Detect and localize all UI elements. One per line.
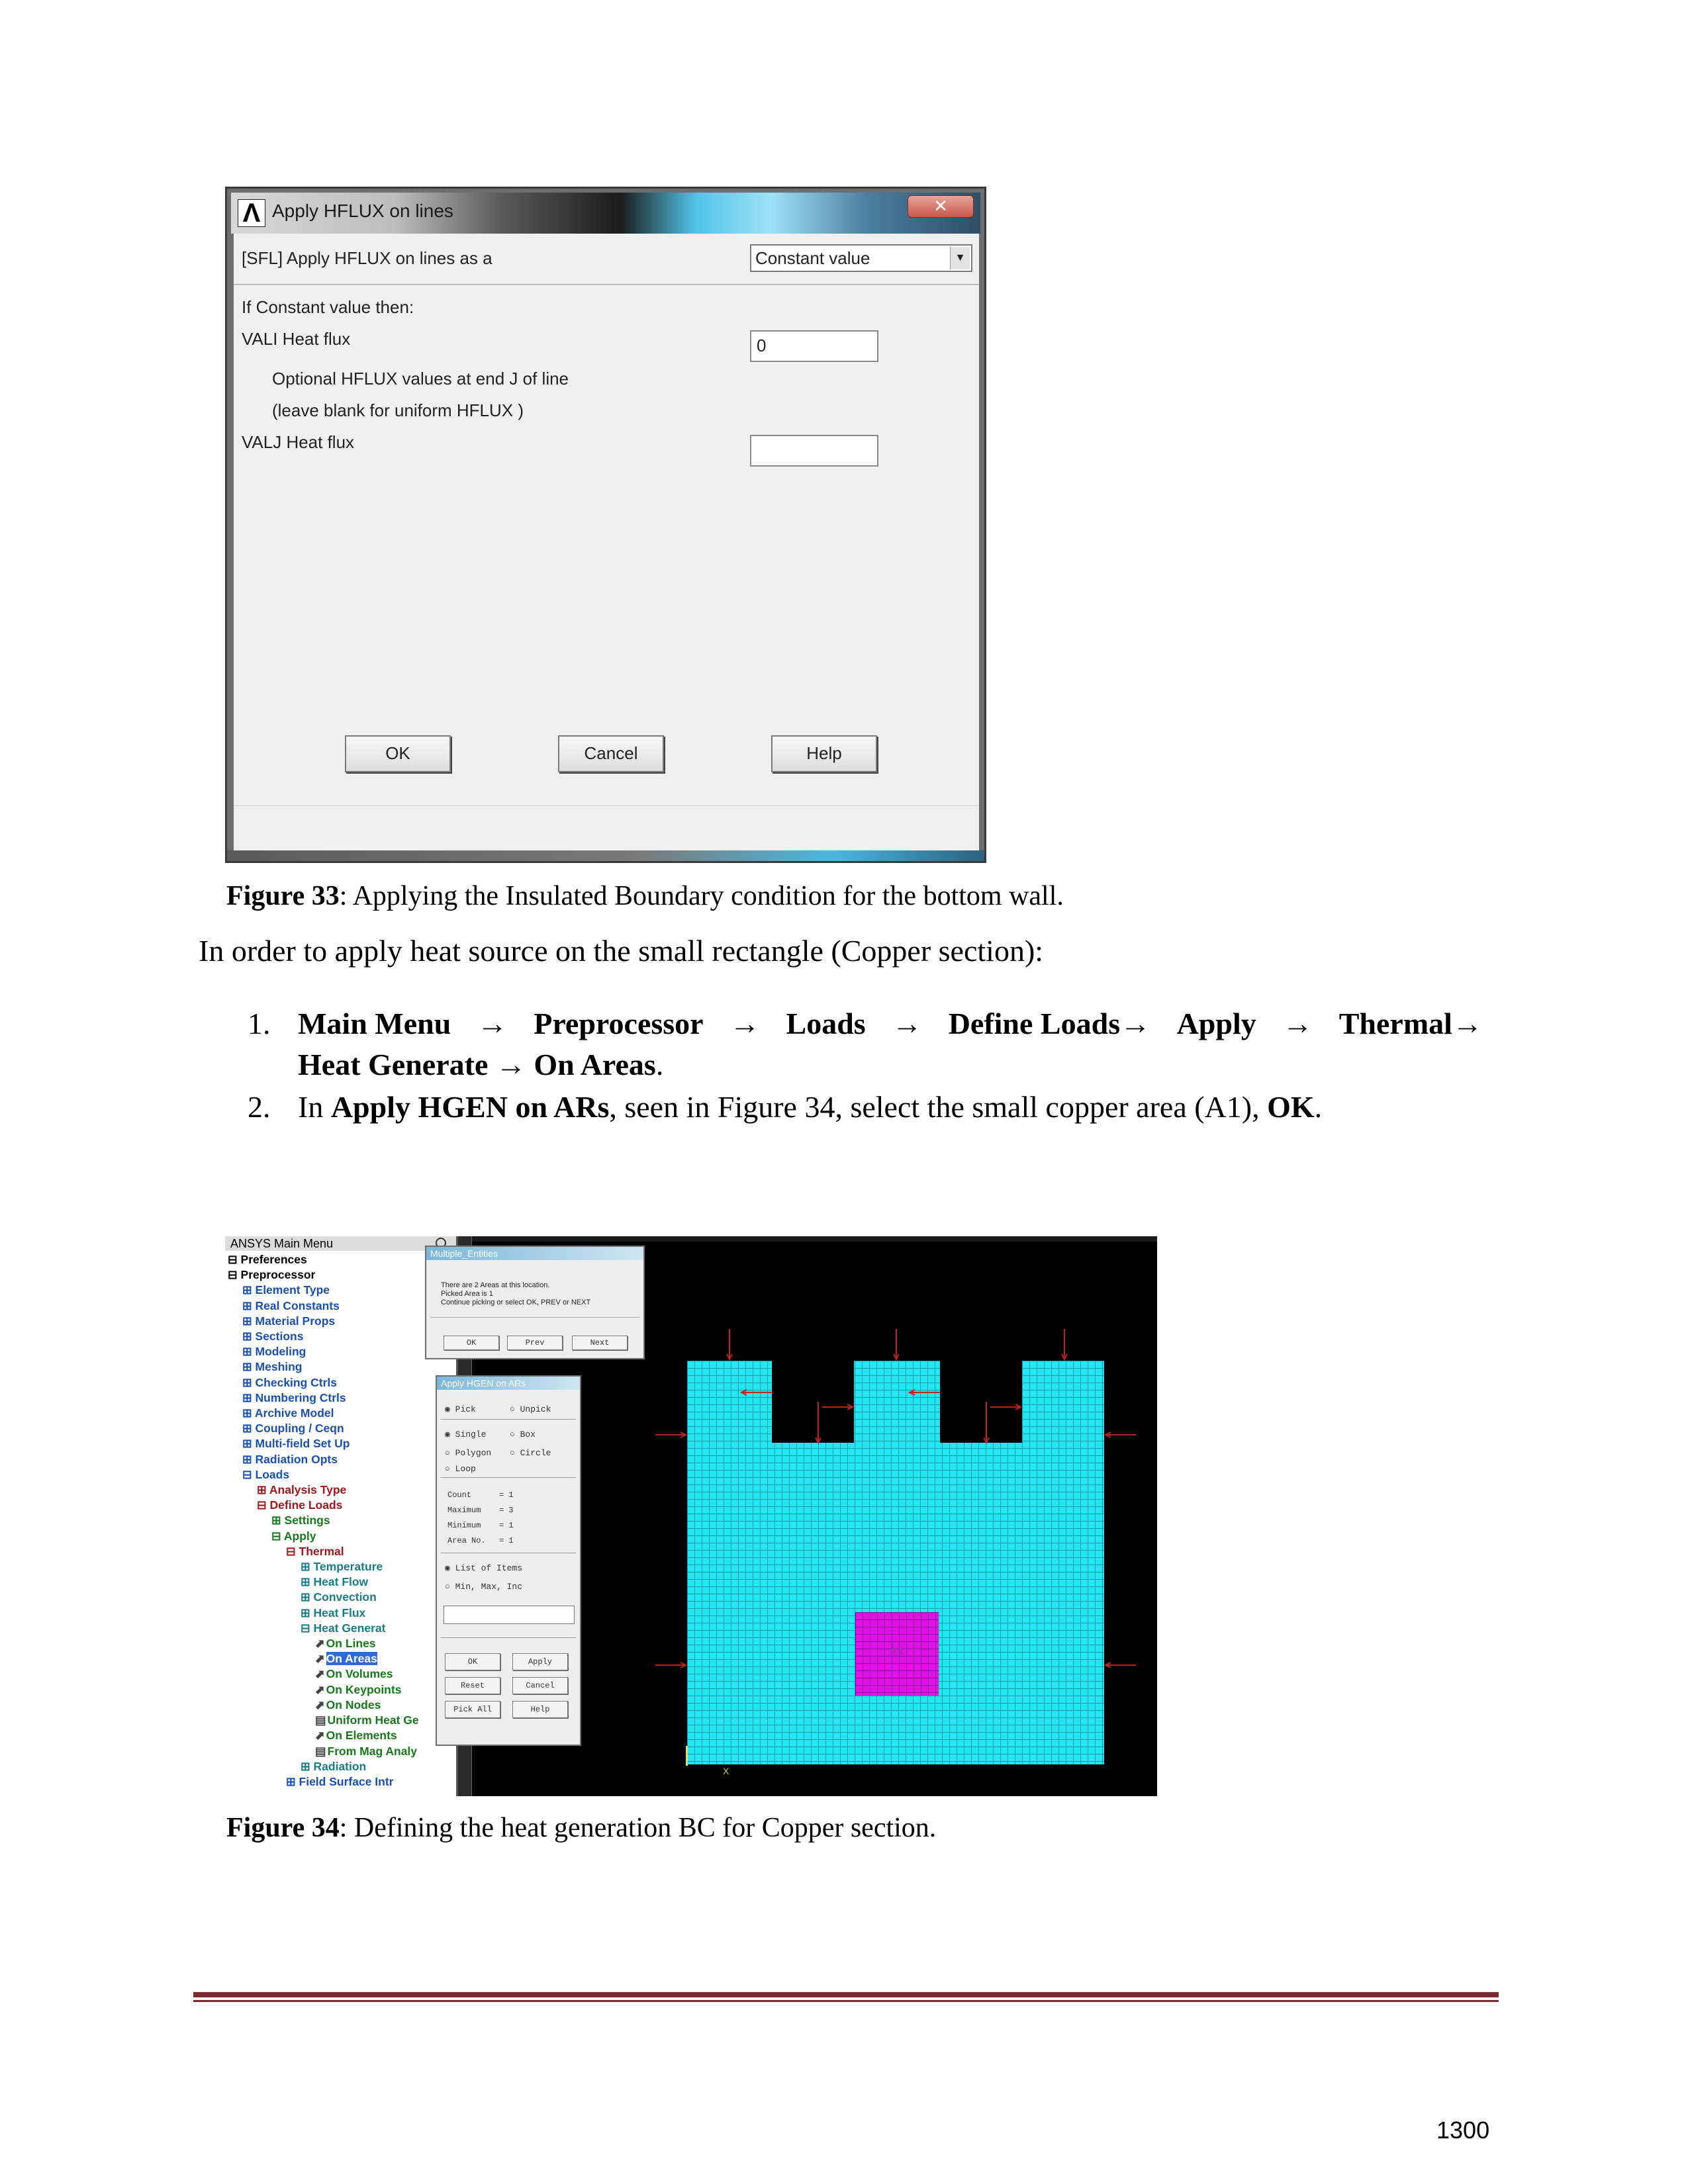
menu-item-label: ⊞ Meshing — [242, 1360, 303, 1374]
menu-item-label: ⊞ Sections — [242, 1330, 304, 1343]
divider — [234, 805, 979, 807]
dialog-body — [234, 234, 979, 856]
menu-item-label: On Nodes — [326, 1698, 381, 1711]
divider — [430, 1317, 639, 1318]
menu-tree-item[interactable] — [228, 1452, 419, 1467]
menu-item-label: ⊟ Define Loads — [257, 1498, 343, 1512]
menu-tree-item[interactable] — [228, 1559, 419, 1574]
menu-tree-item[interactable] — [228, 1728, 419, 1743]
menu-tree-item[interactable] — [228, 1590, 419, 1605]
step-2-dialog-name: Apply HGEN on ARs — [330, 1090, 610, 1124]
unpick-label: Unpick — [520, 1404, 551, 1414]
ok-button[interactable]: OK — [444, 1336, 499, 1350]
arrow-icon: → — [729, 1007, 761, 1040]
apply-button[interactable]: Apply — [512, 1653, 568, 1670]
menu-item-label: ⊞ Radiation — [301, 1759, 367, 1773]
ok-button[interactable]: OK — [345, 735, 451, 772]
step-1-line-2 — [298, 1047, 663, 1082]
figure-33-caption — [226, 880, 1064, 912]
menu-path-item: Thermal→ — [1338, 1007, 1483, 1040]
menu-tree-item[interactable] — [228, 1621, 419, 1636]
hflux-type-select[interactable] — [750, 244, 972, 272]
maximum-label: Maximum — [447, 1506, 481, 1515]
menu-item-label: ⊞ Checking Ctrls — [242, 1375, 338, 1389]
menu-tree-item[interactable] — [228, 1267, 419, 1283]
arrow-icon: → — [1282, 1007, 1313, 1040]
menu-tree-item[interactable] — [228, 1359, 419, 1375]
multiple-entities-dialog — [425, 1246, 645, 1359]
menu-tree-item[interactable] — [228, 1390, 419, 1406]
step-number: 2. — [248, 1090, 271, 1124]
menu-tree-item[interactable] — [228, 1314, 419, 1329]
menu-path-item: Loads — [786, 1007, 866, 1040]
menu-item-label: ⊟ Thermal — [286, 1544, 344, 1558]
menu-tree-item[interactable] — [228, 1436, 419, 1451]
axis-label-x: X — [723, 1766, 729, 1776]
menu-tree-item[interactable] — [228, 1682, 419, 1698]
caption-label: Figure 33 — [226, 881, 340, 911]
single-radio[interactable]: ◉ Single — [445, 1430, 487, 1439]
menu-tree-item[interactable] — [228, 1252, 419, 1267]
menu-item-label: On Areas — [326, 1652, 377, 1666]
help-button[interactable]: Help — [512, 1701, 568, 1718]
valj-heat-flux-input[interactable] — [750, 435, 878, 467]
menu-item-label: On Elements — [326, 1729, 397, 1743]
menu-tree-item[interactable] — [228, 1467, 419, 1482]
cancel-button[interactable]: Cancel — [512, 1677, 568, 1694]
message-line: There are 2 Areas at this location. — [441, 1281, 550, 1289]
step-2-mid: , seen in Figure 34, select the small copper area (A1), — [609, 1090, 1268, 1124]
menu-tree-item[interactable] — [228, 1774, 419, 1790]
loop-radio[interactable]: ○ Loop — [445, 1464, 476, 1474]
menu-item-label: ⊞ Heat Flux — [301, 1606, 366, 1619]
minimum-value: 1 — [508, 1521, 514, 1530]
menu-tree-item[interactable] — [228, 1513, 419, 1528]
next-button[interactable]: Next — [572, 1336, 628, 1350]
menu-tree-item[interactable] — [228, 1744, 419, 1759]
prev-button[interactable]: Prev — [507, 1336, 563, 1350]
ansys-main-menu — [225, 1236, 458, 1796]
ansys-screenshot — [225, 1236, 1157, 1796]
divider — [441, 1477, 576, 1478]
single-label: Single — [455, 1430, 487, 1439]
list-of-items-radio[interactable]: ◉ List of Items — [445, 1563, 523, 1573]
menu-tree-item[interactable] — [228, 1529, 419, 1544]
menu-tree-item[interactable] — [228, 1329, 419, 1344]
multiple-entities-message — [441, 1281, 590, 1307]
menu-item-label: ⊞ Modeling — [242, 1345, 306, 1359]
step-2-text — [298, 1089, 1322, 1124]
ok-button[interactable]: OK — [445, 1653, 500, 1670]
step-number: 1. — [248, 1007, 271, 1040]
minimum-label: Minimum — [447, 1521, 481, 1530]
area-label-a1: A1 — [890, 1644, 905, 1657]
menu-tree-item[interactable] — [228, 1651, 419, 1666]
leave-blank-note: (leave blank for uniform HFLUX ) — [272, 400, 524, 420]
box-label: Box — [520, 1430, 536, 1439]
if-constant-label: If Constant value then: — [242, 297, 414, 317]
menu-item-label: ⊟ Heat Generat — [301, 1621, 386, 1635]
reset-button[interactable]: Reset — [445, 1677, 500, 1694]
menu-item-label: On Keypoints — [326, 1682, 402, 1696]
menu-item-label: ⊞ Field Surface Intr — [286, 1774, 394, 1788]
menu-item-label: ⊟ Preferences — [228, 1253, 307, 1266]
count-label: Count — [447, 1490, 472, 1500]
menu-item-icon: ⬈ — [315, 1729, 325, 1743]
menu-tree-item[interactable] — [228, 1606, 419, 1621]
pick-label: Pick — [455, 1404, 476, 1414]
pick-radio[interactable]: ◉ Pick — [445, 1404, 476, 1414]
menu-item-icon: ⬈ — [315, 1682, 325, 1696]
vali-label: VALI Heat flux — [242, 329, 351, 349]
box-radio[interactable]: ○ Box — [510, 1430, 536, 1439]
pick-all-button[interactable]: Pick All — [445, 1701, 500, 1718]
caption-text: : Defining the heat generation BC for Copper section. — [339, 1813, 937, 1843]
arrow-icon: → — [477, 1007, 508, 1040]
heat-flux-arrows-icon — [655, 1329, 1136, 1668]
menu-item-icon: ⬈ — [315, 1637, 325, 1651]
min-max-inc-label: Min, Max, Inc — [455, 1582, 523, 1592]
menu-item-icon: ▤ — [315, 1744, 326, 1758]
arrow-icon: → — [892, 1007, 923, 1040]
menu-item-label: ⊞ Material Props — [242, 1314, 336, 1328]
dialog-title: Apply HFLUX on lines — [272, 201, 453, 221]
menu-item-icon: ⬈ — [315, 1667, 325, 1681]
menu-item-label: On Lines — [326, 1637, 376, 1651]
menu-item-label: ⊞ Archive Model — [242, 1406, 334, 1420]
hflux-dialog — [225, 187, 986, 863]
area-no-value: 1 — [508, 1536, 514, 1545]
menu-tree-item[interactable] — [228, 1344, 419, 1359]
picker-title: Apply HGEN on ARs — [437, 1377, 580, 1390]
menu-item-label: ⊞ Numbering Ctrls — [242, 1390, 346, 1404]
page-number: 1300 — [1436, 2116, 1490, 2144]
circle-radio[interactable]: ○ Circle — [510, 1448, 551, 1458]
step-1-line-1 — [298, 1006, 1483, 1041]
menu-tree-item[interactable] — [228, 1421, 419, 1436]
menu-item-label: ⊞ Radiation Opts — [242, 1452, 338, 1466]
divider — [441, 1637, 576, 1638]
menu-item-label: ⊞ Convection — [301, 1590, 377, 1604]
multiple-entities-title: Multiple_Entities — [426, 1247, 643, 1260]
main-menu-tree — [228, 1252, 419, 1790]
menu-path-item: Apply — [1176, 1007, 1256, 1040]
menu-item-icon: ⬈ — [315, 1698, 325, 1711]
menu-path-item: Define Loads→ — [948, 1007, 1151, 1040]
pick-input-field[interactable] — [444, 1606, 575, 1624]
figure-34-caption — [226, 1812, 936, 1844]
menu-item-label: On Volumes — [326, 1667, 393, 1681]
menu-item-label: ⊞ Heat Flow — [301, 1575, 369, 1589]
menu-tree-item[interactable] — [228, 1283, 419, 1298]
menu-item-label: ⊞ Real Constants — [242, 1298, 340, 1312]
pick-stats: Count = 1 Maximum = 3 Minimum = 1 Area No. = 1 — [447, 1488, 514, 1549]
ansys-logo-icon: Λ — [238, 199, 265, 227]
menu-item-label: ⊞ Element Type — [242, 1283, 330, 1297]
step-2-pre: In — [298, 1090, 331, 1124]
apply-hgen-picker — [436, 1375, 581, 1746]
menu-item-icon: ▤ — [315, 1713, 326, 1727]
menu-tree-item[interactable] — [228, 1406, 419, 1421]
menu-item-label: ⊞ Multi-field Set Up — [242, 1437, 350, 1451]
message-line: Continue picking or select OK, PREV or NEXT — [441, 1298, 591, 1306]
unpick-radio[interactable]: ○ Unpick — [510, 1404, 551, 1414]
caption-label: Figure 34 — [226, 1813, 340, 1843]
caption-text: : Applying the Insulated Boundary condition for the bottom wall. — [339, 881, 1064, 911]
punctuation: . — [655, 1048, 664, 1081]
menu-item-label: ⊞ Settings — [271, 1514, 330, 1527]
arrow-icon: → — [488, 1048, 534, 1081]
dialog-bottom-frame — [227, 850, 984, 861]
menu-path-item: Main Menu — [298, 1007, 451, 1040]
polygon-radio[interactable]: ○ Polygon — [445, 1448, 492, 1458]
menu-item-label: ⊞ Temperature — [301, 1560, 383, 1574]
cancel-button[interactable]: Cancel — [558, 735, 664, 772]
menu-item-label: Uniform Heat Ge — [327, 1713, 419, 1727]
hflux-type-value: Constant value — [755, 248, 870, 268]
menu-tree-item[interactable] — [228, 1482, 419, 1498]
dialog-title-bar[interactable] — [231, 193, 980, 234]
menu-tree-item[interactable] — [228, 1713, 419, 1728]
menu-tree-item[interactable] — [228, 1759, 419, 1774]
intro-paragraph: In order to apply heat source on the small rectangle (Copper section): — [199, 934, 1044, 968]
loop-label: Loop — [455, 1464, 476, 1474]
optional-hflux-note: Optional HFLUX values at end J of line — [272, 369, 569, 388]
menu-path-item: Heat Generate — [298, 1048, 489, 1081]
menu-path-item: On Areas — [534, 1048, 656, 1081]
chevron-down-icon[interactable]: ▼ — [950, 247, 970, 269]
menu-item-label: From Mag Analy — [327, 1744, 418, 1758]
list-of-items-label: List of Items — [455, 1563, 523, 1573]
area-no-label: Area No. — [447, 1536, 486, 1545]
circle-label: Circle — [520, 1448, 551, 1458]
message-line: Picked Area is 1 — [441, 1290, 493, 1298]
footer-rule — [193, 1992, 1499, 1997]
punctuation: . — [1314, 1090, 1323, 1124]
footer-rule-thin — [193, 2000, 1499, 2002]
menu-tree-item[interactable] — [228, 1636, 419, 1651]
menu-item-label: ⊟ Loads — [242, 1467, 290, 1481]
maximum-value: 3 — [508, 1506, 514, 1515]
divider — [441, 1419, 576, 1420]
vali-heat-flux-input[interactable]: 0 — [750, 330, 878, 362]
menu-item-label: ⊞ Analysis Type — [257, 1483, 347, 1497]
menu-tree-item[interactable] — [228, 1698, 419, 1713]
close-icon[interactable]: ✕ — [908, 195, 974, 218]
menu-tree-item[interactable] — [228, 1666, 419, 1682]
menu-tree-item[interactable] — [228, 1574, 419, 1590]
valj-label: VALJ Heat flux — [242, 432, 355, 452]
menu-item-label: ⊟ Apply — [271, 1529, 316, 1543]
step-2-ok: OK — [1267, 1090, 1315, 1124]
menu-item-label: ⊞ Coupling / Ceqn — [242, 1422, 344, 1435]
polygon-label: Polygon — [455, 1448, 492, 1458]
help-button[interactable]: Help — [771, 735, 877, 772]
count-value: 1 — [508, 1490, 514, 1500]
menu-tree-item[interactable] — [228, 1498, 419, 1513]
min-max-inc-radio[interactable]: ○ Min, Max, Inc — [445, 1582, 523, 1592]
main-menu-title: ANSYS Main Menu — [225, 1236, 456, 1251]
menu-tree-item[interactable] — [228, 1544, 419, 1559]
menu-path-item: Preprocessor — [534, 1007, 704, 1040]
menu-tree-item[interactable] — [228, 1375, 419, 1390]
menu-tree-item[interactable] — [228, 1298, 419, 1314]
divider — [234, 284, 979, 286]
menu-item-icon: ⬈ — [315, 1652, 325, 1666]
sfl-label: [SFL] Apply HFLUX on lines as a — [242, 248, 492, 268]
menu-item-label: ⊟ Preprocessor — [228, 1268, 316, 1282]
